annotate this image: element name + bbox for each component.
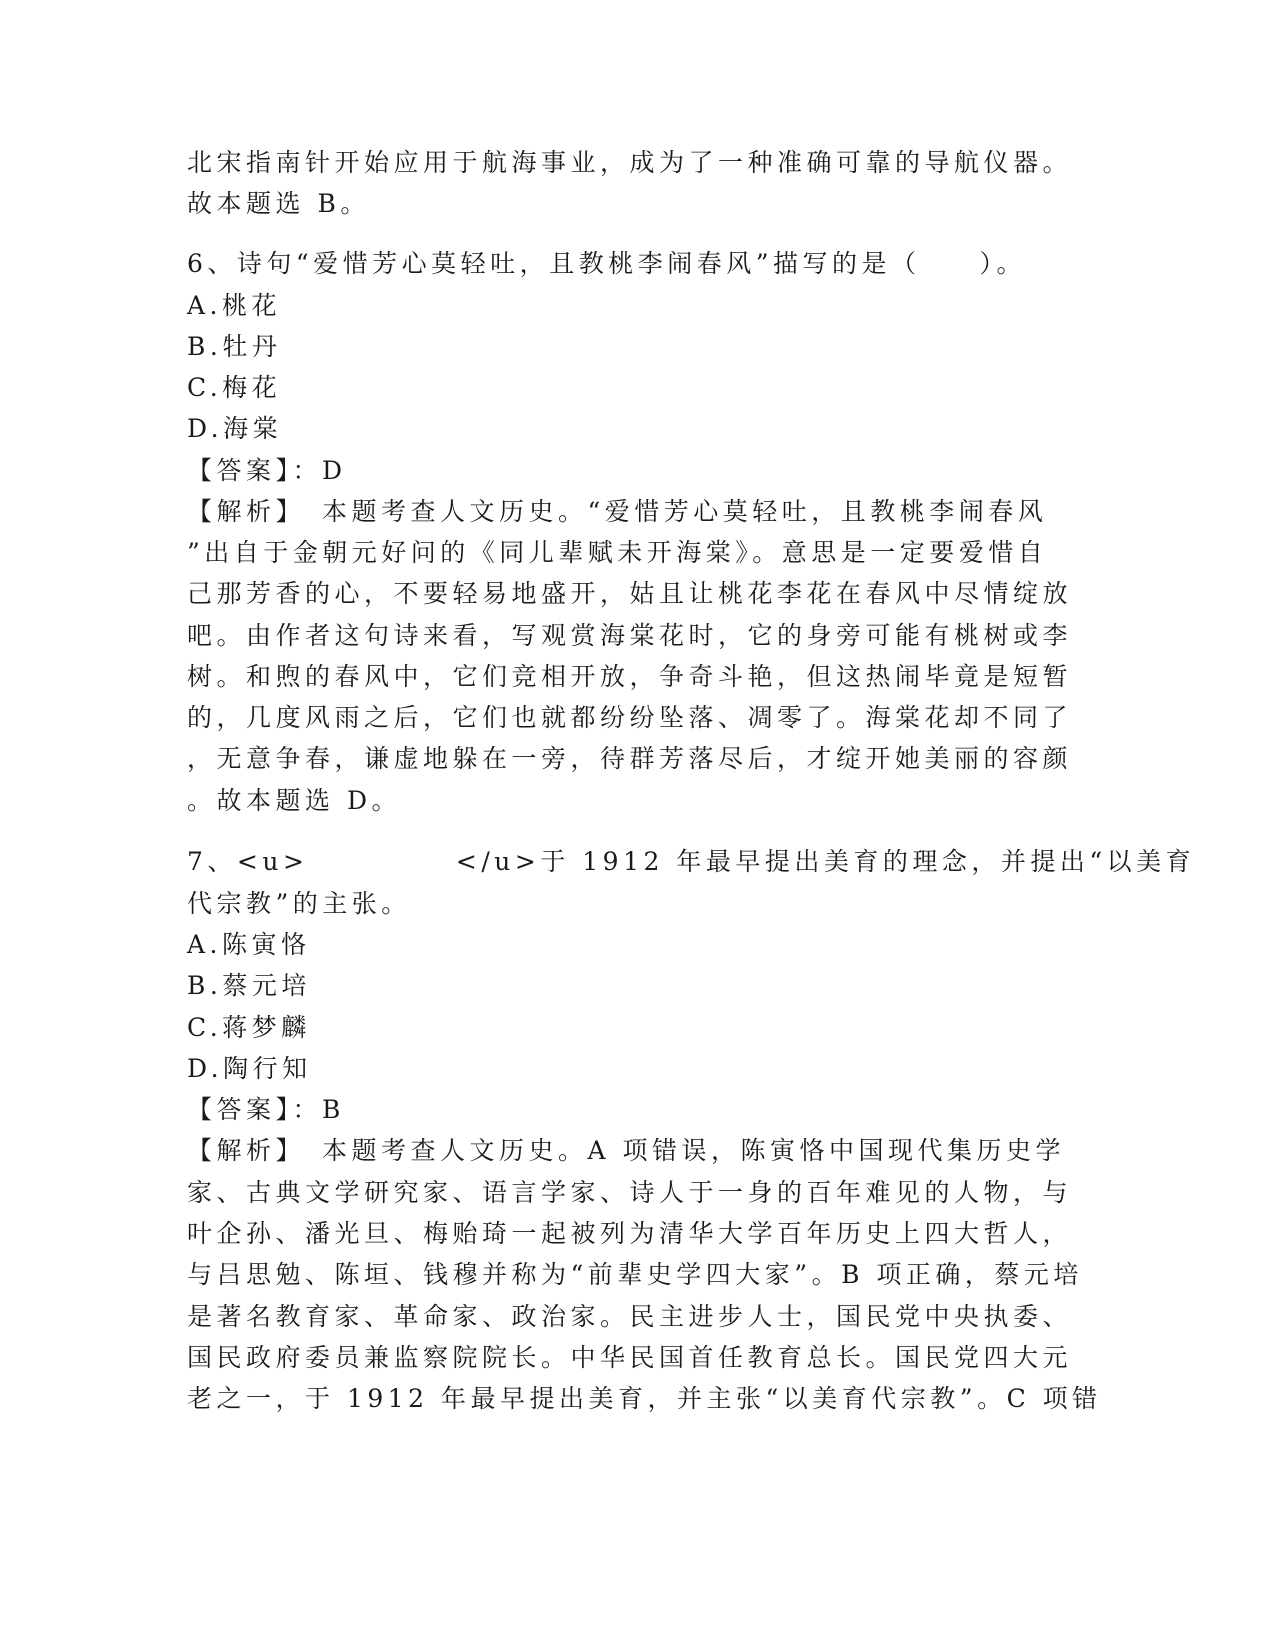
analysis-line: 。故本题选 D。 (187, 786, 401, 815)
analysis-line: 与吕思勉、陈垣、钱穆并称为“前辈史学四大家”。B 项正确，蔡元培 (187, 1260, 1083, 1289)
analysis-line: 老之一，于 1912 年最早提出美育，并主张“以美育代宗教”。C 项错 (187, 1384, 1102, 1413)
analysis-line: 【解析】 本题考查人文历史。“爱惜芳心莫轻吐，且教桃李闹春风 (187, 497, 1048, 526)
text-line: 北宋指南针开始应用于航海事业，成为了一种准确可靠的导航仪器。 (187, 148, 1073, 177)
answer-line: 【答案】：D (187, 456, 347, 485)
option-b: B.牡丹 (187, 332, 282, 361)
analysis-line: 【解析】 本题考查人文历史。A 项错误，陈寅恪中国现代集历史学 (187, 1136, 1066, 1165)
option-a: A.陈寅恪 (187, 930, 311, 959)
analysis-line: ”出自于金朝元好问的《同儿辈赋未开海棠》。意思是一定要爱惜自 (187, 538, 1048, 567)
analysis-line: 国民政府委员兼监察院院长。中华民国首任教育总长。国民党四大元 (187, 1343, 1073, 1372)
analysis-line: 家、古典文学研究家、语言学家、诗人于一身的百年难见的人物，与 (187, 1178, 1073, 1207)
analysis-line: 的，几度风雨之后，它们也就都纷纷坠落、凋零了。海棠花却不同了 (187, 703, 1073, 732)
option-c: C.梅花 (187, 373, 282, 402)
question-7-stem: 代宗教”的主张。 (187, 889, 411, 918)
analysis-line: 吧。由作者这句诗来看，写观赏海棠花时，它的身旁可能有桃树或李 (187, 621, 1073, 650)
option-a: A.桃花 (187, 291, 282, 320)
option-c: C.蒋梦麟 (187, 1013, 311, 1042)
question-7-stem: 7、<u> </u>于 1912 年最早提出美育的理念，并提出“以美育 (187, 847, 1196, 876)
text-line: 故本题选 B。 (187, 189, 370, 218)
answer-line: 【答案】：B (187, 1095, 345, 1124)
option-d: D.海棠 (187, 414, 283, 443)
option-b: B.蔡元培 (187, 971, 311, 1000)
analysis-line: 是著名教育家、革命家、政治家。民主进步人士，国民党中央执委、 (187, 1302, 1073, 1331)
analysis-line: 己那芳香的心，不要轻易地盛开，姑且让桃花李花在春风中尽情绽放 (187, 579, 1073, 608)
analysis-line: 树。和煦的春风中，它们竞相开放，争奇斗艳，但这热闹毕竟是短暂 (187, 662, 1073, 691)
analysis-line: 叶企孙、潘光旦、梅贻琦一起被列为清华大学百年历史上四大哲人， (187, 1219, 1073, 1248)
analysis-line: ，无意争春，谦虚地躲在一旁，待群芳落尽后，才绽开她美丽的容颜 (187, 744, 1073, 773)
question-6-stem: 6、诗句“爱惜芳心莫轻吐，且教桃李闹春风”描写的是（ ）。 (187, 249, 1026, 278)
option-d: D.陶行知 (187, 1054, 312, 1083)
